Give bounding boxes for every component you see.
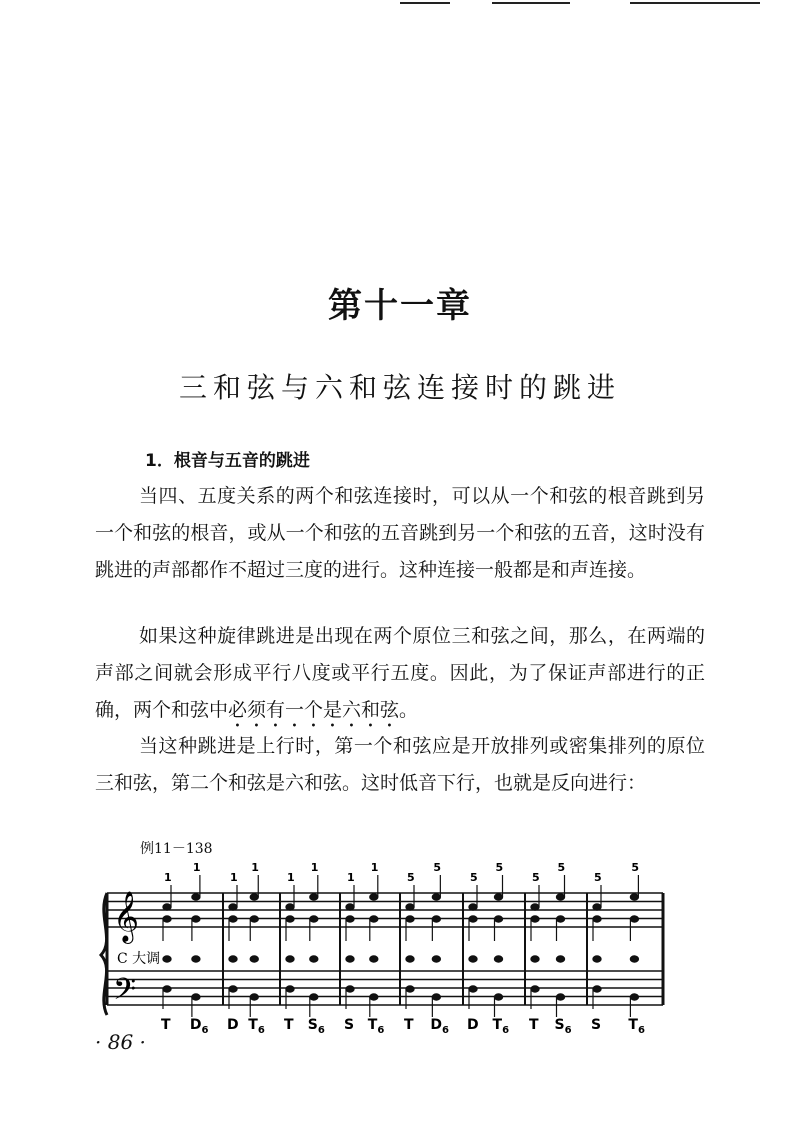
note-head xyxy=(556,956,564,962)
function-label xyxy=(628,1017,645,1035)
fingering-label: 5 xyxy=(407,871,415,884)
note-head xyxy=(531,986,539,992)
paragraph-3: 当这种跳进是上行时，第一个和弦应是开放排列或密集排列的原位三和弦，第二个和弦是六和弦。这时低音下行，也就是反向进行： xyxy=(95,735,705,794)
music-score xyxy=(95,855,705,1035)
note-head xyxy=(346,904,354,910)
fingering-label: 1 xyxy=(310,861,319,874)
function-main: S xyxy=(591,1017,602,1033)
paragraph-2-text: 如果这种旋律跳进是出现在两个原位三和弦之间，那么，在两端的声部之间就会形成平行八度或平行五度。因此，为了保证声部进行的正确，两个和弦中 xyxy=(95,625,705,721)
note-head xyxy=(370,994,378,1000)
note-head xyxy=(630,956,638,962)
note-head xyxy=(432,956,440,962)
top-rule-3 xyxy=(630,2,760,4)
note-head xyxy=(310,956,318,962)
paragraph-2-end: 。 xyxy=(399,699,419,721)
note-head xyxy=(229,904,237,910)
function-inversion: 6 xyxy=(564,1025,572,1035)
note-head xyxy=(469,986,477,992)
function-label xyxy=(591,1017,601,1033)
example-label: 例11－138 xyxy=(140,841,213,857)
fingering-label: 1 xyxy=(251,861,259,874)
note-head xyxy=(469,956,477,962)
function-label xyxy=(430,1017,449,1035)
function-main: T xyxy=(161,1017,171,1033)
note-head xyxy=(494,956,502,962)
fingerings xyxy=(164,861,639,884)
note-head xyxy=(593,916,601,922)
function-main: D xyxy=(189,1017,202,1033)
note-head xyxy=(432,916,440,922)
key-label: C 大调 xyxy=(117,951,161,967)
note-head xyxy=(406,956,414,962)
function-label xyxy=(555,1017,572,1035)
function-label xyxy=(284,1017,294,1033)
page-number: · 86 · xyxy=(95,1030,146,1054)
function-inversion: 6 xyxy=(377,1025,385,1035)
note-head xyxy=(286,916,294,922)
note-head xyxy=(494,894,502,900)
function-label xyxy=(161,1017,171,1033)
function-main: T xyxy=(284,1017,294,1033)
function-inversion: 6 xyxy=(201,1025,209,1035)
note-head xyxy=(593,904,601,910)
note-head xyxy=(469,916,477,922)
function-main: D xyxy=(227,1017,239,1033)
function-main: T xyxy=(367,1017,378,1033)
treble-clef-icon: 𝄞 xyxy=(113,891,140,942)
note-head xyxy=(286,986,294,992)
function-label xyxy=(344,1017,354,1033)
fingering-label: 5 xyxy=(557,861,566,874)
fingering-label: 5 xyxy=(433,861,442,874)
paragraph-2-emphasis: 必须有一个是六和弦 xyxy=(228,699,400,721)
note-head xyxy=(556,894,564,900)
note-head xyxy=(229,916,237,922)
function-main: S xyxy=(344,1017,355,1033)
function-label xyxy=(248,1017,265,1035)
function-inversion: 6 xyxy=(441,1025,449,1035)
fingering-label: 5 xyxy=(631,861,640,874)
note-head xyxy=(310,916,318,922)
note-head xyxy=(346,956,354,962)
note-head xyxy=(250,956,258,962)
note-head xyxy=(630,994,638,1000)
function-inversion: 6 xyxy=(637,1025,645,1035)
note-head xyxy=(192,916,200,922)
function-label xyxy=(529,1017,539,1033)
fingering-label: 5 xyxy=(495,861,504,874)
note-head xyxy=(432,894,440,900)
note-head xyxy=(406,904,414,910)
note-head xyxy=(556,994,564,1000)
fingering-label: 5 xyxy=(470,871,478,884)
top-rule-2 xyxy=(492,2,570,4)
note-head xyxy=(531,916,539,922)
paragraph-1: 当四、五度关系的两个和弦连接时，可以从一个和弦的根音跳到另一个和弦的根音，或从一个和弦的五音跳到另一个和弦的五音，这时没有跳进的声部都作不超过三度的进行。这种连接一般都是和声连接。 xyxy=(95,485,705,581)
function-main: T xyxy=(404,1017,414,1033)
paragraph-2 xyxy=(95,618,705,732)
function-main: T xyxy=(628,1017,638,1033)
note-head xyxy=(286,956,294,962)
note-head xyxy=(370,956,378,962)
note-head xyxy=(370,916,378,922)
note-head xyxy=(163,916,171,922)
note-head xyxy=(432,994,440,1000)
function-main: D xyxy=(467,1017,479,1033)
note-head xyxy=(630,894,638,900)
note-head xyxy=(346,986,354,992)
note-head xyxy=(593,986,601,992)
note-head xyxy=(531,956,539,962)
function-label xyxy=(467,1017,479,1033)
chapter-title: 第十一章 xyxy=(328,286,472,326)
function-main: S xyxy=(554,1017,565,1033)
function-label xyxy=(493,1017,510,1035)
note-head xyxy=(192,894,200,900)
fingering-label: 1 xyxy=(164,871,172,884)
fingering-label: 1 xyxy=(370,861,379,874)
note-head xyxy=(163,986,171,992)
note-head xyxy=(531,904,539,910)
note-head xyxy=(310,994,318,1000)
chapter-subtitle: 三和弦与六和弦连接时的跳进 xyxy=(178,371,621,404)
note-head xyxy=(406,916,414,922)
note-head xyxy=(556,916,564,922)
note-head xyxy=(494,916,502,922)
function-label xyxy=(308,1017,325,1035)
fingering-label: 5 xyxy=(594,871,602,884)
note-head xyxy=(593,956,601,962)
top-rule-1 xyxy=(400,2,450,4)
note-head xyxy=(310,894,318,900)
function-main: T xyxy=(248,1017,258,1033)
note-head xyxy=(250,916,258,922)
note-head xyxy=(370,894,378,900)
function-main: T xyxy=(529,1017,539,1033)
note-head xyxy=(469,904,477,910)
function-main: T xyxy=(492,1017,503,1033)
note-head xyxy=(250,894,258,900)
fingering-label: 5 xyxy=(532,871,540,884)
staff-lines xyxy=(107,893,663,1005)
function-label xyxy=(227,1017,239,1033)
note-head xyxy=(286,904,294,910)
fingering-label: 1 xyxy=(347,871,355,884)
note-head xyxy=(229,956,237,962)
section-heading: 1．根音与五音的跳进 xyxy=(145,451,310,471)
note-head xyxy=(250,994,258,1000)
note-head xyxy=(192,956,200,962)
note-head xyxy=(346,916,354,922)
note-head xyxy=(163,956,171,962)
note-head xyxy=(630,916,638,922)
function-main: S xyxy=(307,1017,318,1033)
note-head xyxy=(192,994,200,1000)
harmonic-functions xyxy=(161,1017,645,1035)
function-label xyxy=(190,1017,209,1035)
function-main: D xyxy=(430,1017,442,1033)
note-head xyxy=(163,904,171,910)
note-head xyxy=(494,994,502,1000)
function-label xyxy=(368,1017,385,1035)
note-head xyxy=(406,986,414,992)
function-inversion: 6 xyxy=(502,1025,510,1035)
fingering-label: 1 xyxy=(192,861,201,874)
function-inversion: 6 xyxy=(317,1025,325,1035)
function-label xyxy=(404,1017,414,1033)
function-inversion: 6 xyxy=(257,1025,265,1035)
bass-clef-icon: 𝄢 xyxy=(113,973,137,1014)
note-head xyxy=(229,986,237,992)
fingering-label: 1 xyxy=(230,871,238,884)
fingering-label: 1 xyxy=(287,871,295,884)
